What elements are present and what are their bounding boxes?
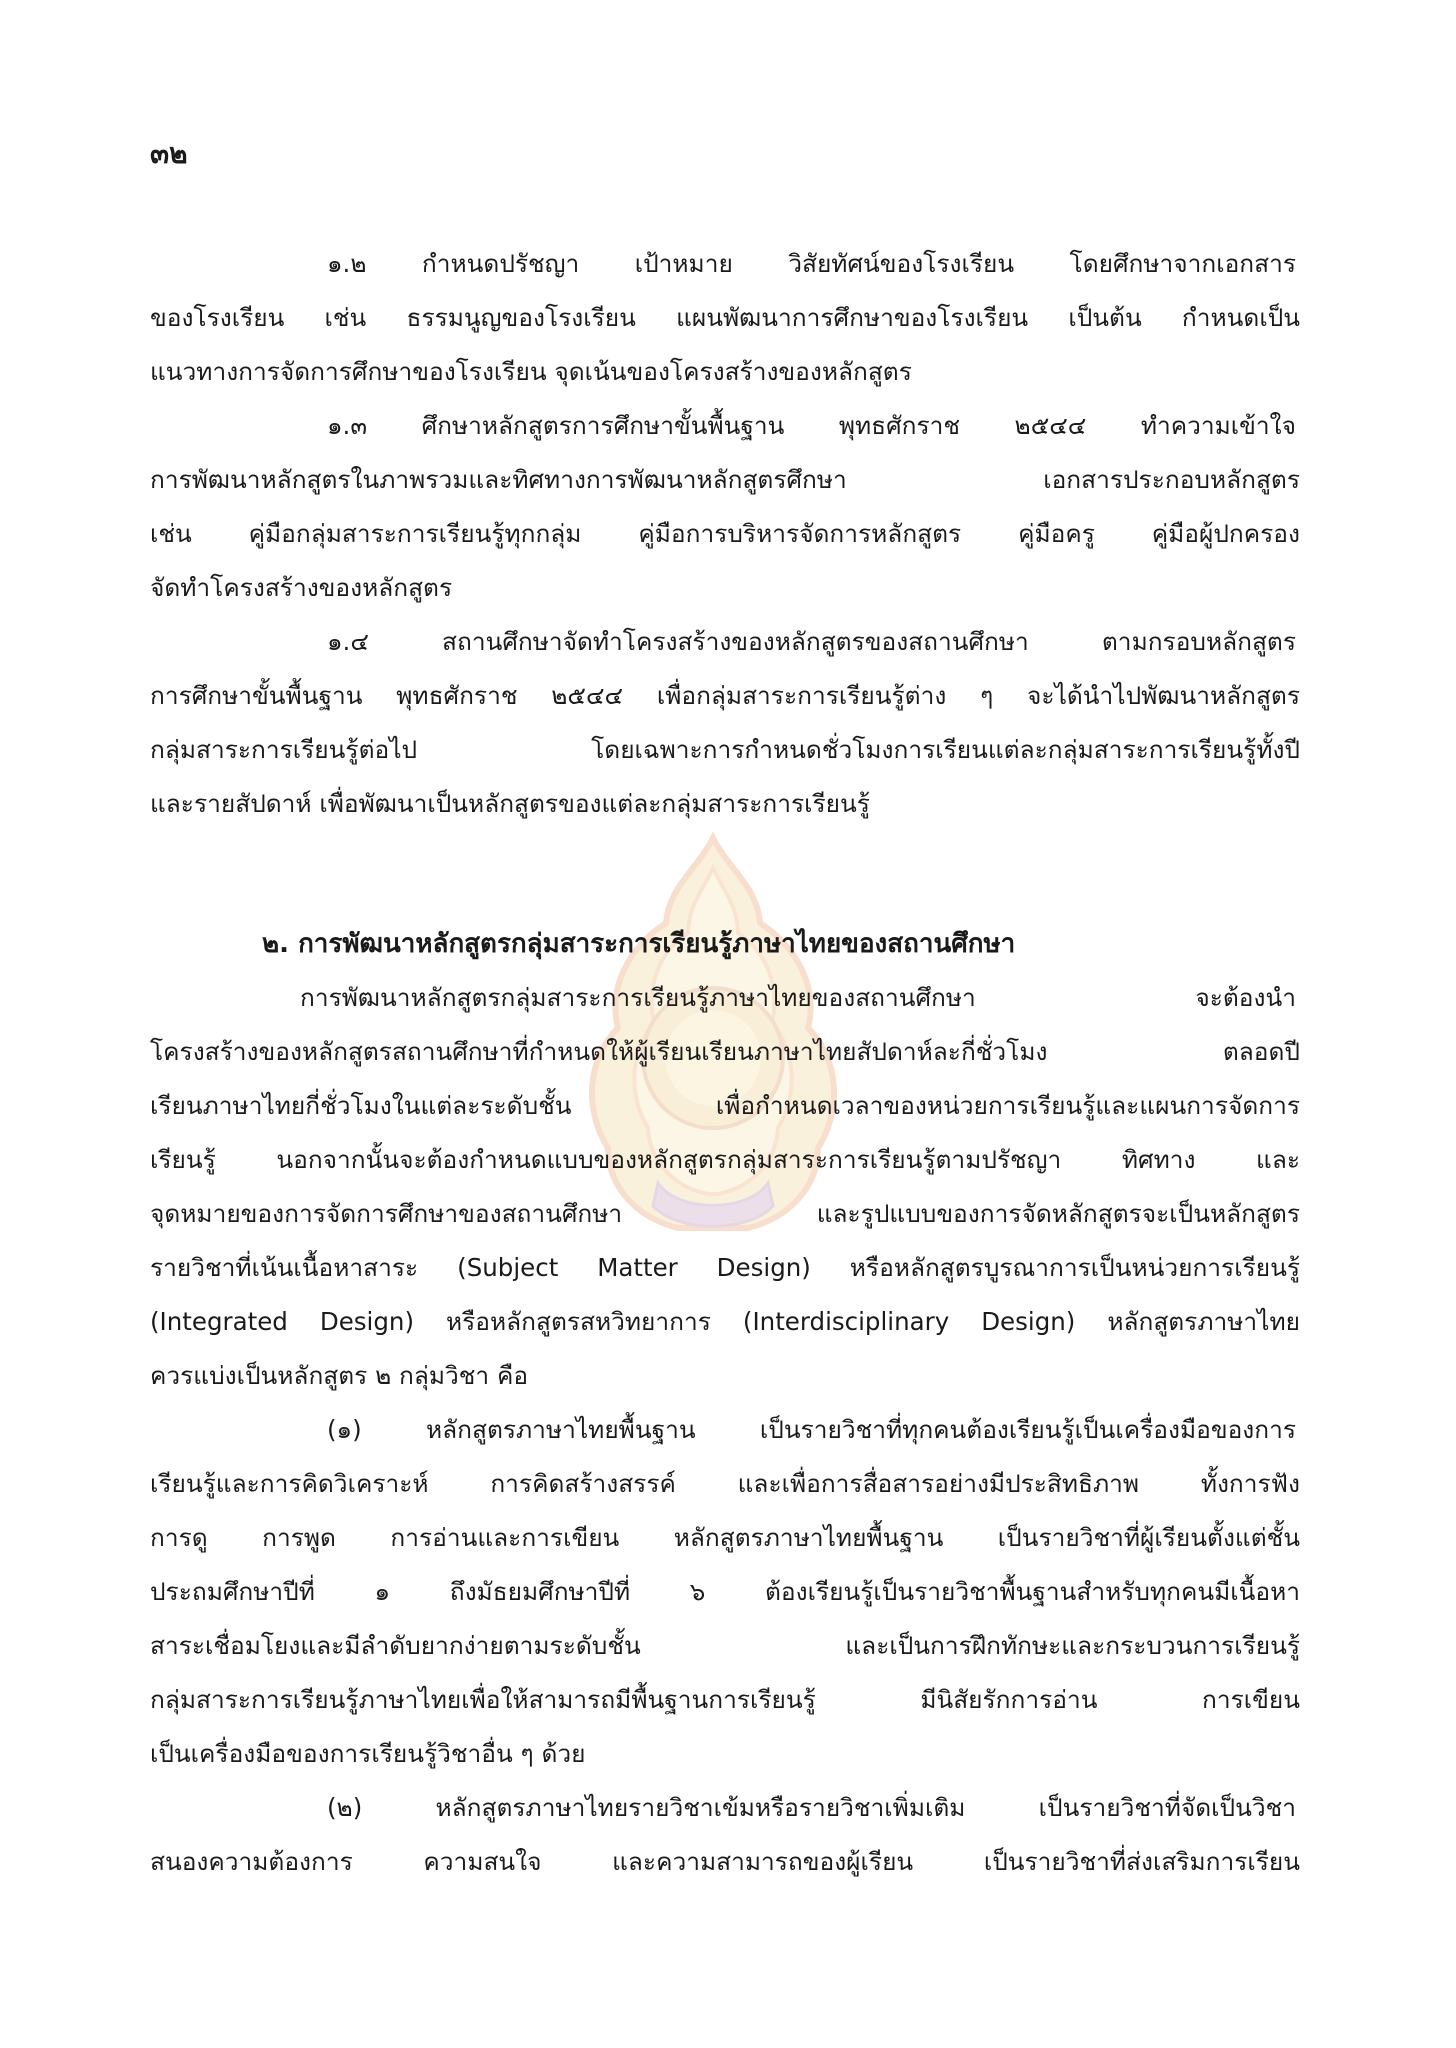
paragraph-line: การดู การพูด การอ่านและการเขียน หลักสูตรภาษาไทยพื้นฐาน เป็นรายวิชาที่ผู้เรียนตั้งแต่ชั้น [150,1523,1300,1552]
paragraph-line: เรียนภาษาไทยกี่ชั่วโมงในแต่ละระดับชั้น เพื่อกำหนดเวลาของหน่วยการเรียนรู้และแผนการจัดการ [150,1091,1300,1120]
paragraph-line: ประถมศึกษาปีที่ ๑ ถึงมัธยมศึกษาปีที่ ๖ ต้องเรียนรู้เป็นรายวิชาพื้นฐานสำหรับทุกคนมีเนื้อหา [150,1577,1300,1606]
paragraph-line: รายวิชาที่เน้นเนื้อหาสาระ (Subject Matter Design) หรือหลักสูตรบูรณาการเป็นหน่วยการเรียนรู้ [150,1253,1300,1282]
paragraph-line: โครงสร้างของหลักสูตรสถานศึกษาที่กำหนดให้ผู้เรียนเรียนภาษาไทยสัปดาห์ละกี่ชั่วโมง ตลอดปี [150,1037,1300,1066]
paragraph-line: การพัฒนาหลักสูตรในภาพรวมและทิศทางการพัฒนาหลักสูตรศึกษา เอกสารประกอบหลักสูตร [150,465,1300,494]
paragraph-line: จุดหมายของการจัดการศึกษาของสถานศึกษา และรูปแบบของการจัดหลักสูตรจะเป็นหลักสูตร [150,1199,1300,1228]
paragraph-line: การพัฒนาหลักสูตรกลุ่มสาระการเรียนรู้ภาษาไทยของสถานศึกษา จะต้องนำ [300,983,1296,1012]
paragraph-line: และรายสัปดาห์ เพื่อพัฒนาเป็นหลักสูตรของแต่ละกลุ่มสาระการเรียนรู้ [150,789,870,818]
paragraph-line: กลุ่มสาระการเรียนรู้ภาษาไทยเพื่อให้สามารถมีพื้นฐานการเรียนรู้ มีนิสัยรักการอ่าน การเขียน [150,1685,1300,1714]
paragraph-line: ๑.๓ ศึกษาหลักสูตรการศึกษาขั้นพื้นฐาน พุทธศักราช ๒๕๔๔ ทำความเข้าใจ [327,411,1296,440]
paragraph-line: (๑) หลักสูตรภาษาไทยพื้นฐาน เป็นรายวิชาที่ทุกคนต้องเรียนรู้เป็นเครื่องมือของการ [327,1415,1296,1444]
paragraph-line: เป็นเครื่องมือของการเรียนรู้วิชาอื่น ๆ ด้วย [150,1739,586,1768]
paragraph-line: เรียนรู้ นอกจากนั้นจะต้องกำหนดแบบของหลักสูตรกลุ่มสาระการเรียนรู้ตามปรัชญา ทิศทาง และ [150,1145,1300,1174]
section-heading: ๒. การพัฒนาหลักสูตรกลุ่มสาระการเรียนรู้ภาษาไทยของสถานศึกษา [262,929,1016,959]
paragraph-line: ของโรงเรียน เช่น ธรรมนูญของโรงเรียน แผนพัฒนาการศึกษาของโรงเรียน เป็นต้น กำหนดเป็น [150,303,1300,332]
paragraph-line: แนวทางการจัดการศึกษาของโรงเรียน จุดเน้นของโครงสร้างของหลักสูตร [150,357,912,386]
paragraph-line: ๑.๒ กำหนดปรัชญา เป้าหมาย วิสัยทัศน์ของโรงเรียน โดยศึกษาจากเอกสาร [327,249,1296,278]
paragraph-line: (๒) หลักสูตรภาษาไทยรายวิชาเข้มหรือรายวิชาเพิ่มเติม เป็นรายวิชาที่จัดเป็นวิชา [327,1793,1296,1822]
paragraph-line: กลุ่มสาระการเรียนรู้ต่อไป โดยเฉพาะการกำหนดชั่วโมงการเรียนแต่ละกลุ่มสาระการเรียนรู้ทั้งปี [150,735,1300,764]
paragraph-line: สนองความต้องการ ความสนใจ และความสามารถของผู้เรียน เป็นรายวิชาที่ส่งเสริมการเรียน [150,1847,1300,1876]
paragraph-line: สาระเชื่อมโยงและมีลำดับยากง่ายตามระดับชั้น และเป็นการฝึกทักษะและกระบวนการเรียนรู้ [150,1631,1300,1660]
paragraph-line: จัดทำโครงสร้างของหลักสูตร [150,573,453,602]
paragraph-line: (Integrated Design) หรือหลักสูตรสหวิทยาการ (Interdisciplinary Design) หลักสูตรภาษาไทย [150,1307,1300,1336]
page-number: ๓๒ [150,137,188,170]
paragraph-line: ๑.๔ สถานศึกษาจัดทำโครงสร้างของหลักสูตรของสถานศึกษา ตามกรอบหลักสูตร [327,627,1296,656]
paragraph-line: เช่น คู่มือกลุ่มสาระการเรียนรู้ทุกกลุ่ม คู่มือการบริหารจัดการหลักสูตร คู่มือครู คู่มือผู้ปกครอง [150,519,1300,548]
paragraph-line: การศึกษาขั้นพื้นฐาน พุทธศักราช ๒๕๔๔ เพื่อกลุ่มสาระการเรียนรู้ต่าง ๆ จะได้นำไปพัฒนาหลักสูตร [150,681,1300,710]
paragraph-line: ควรแบ่งเป็นหลักสูตร ๒ กลุ่มวิชา คือ [150,1361,529,1390]
paragraph-line: เรียนรู้และการคิดวิเคราะห์ การคิดสร้างสรรค์ และเพื่อการสื่อสารอย่างมีประสิทธิภาพ ทั้งการฟัง [150,1469,1300,1498]
